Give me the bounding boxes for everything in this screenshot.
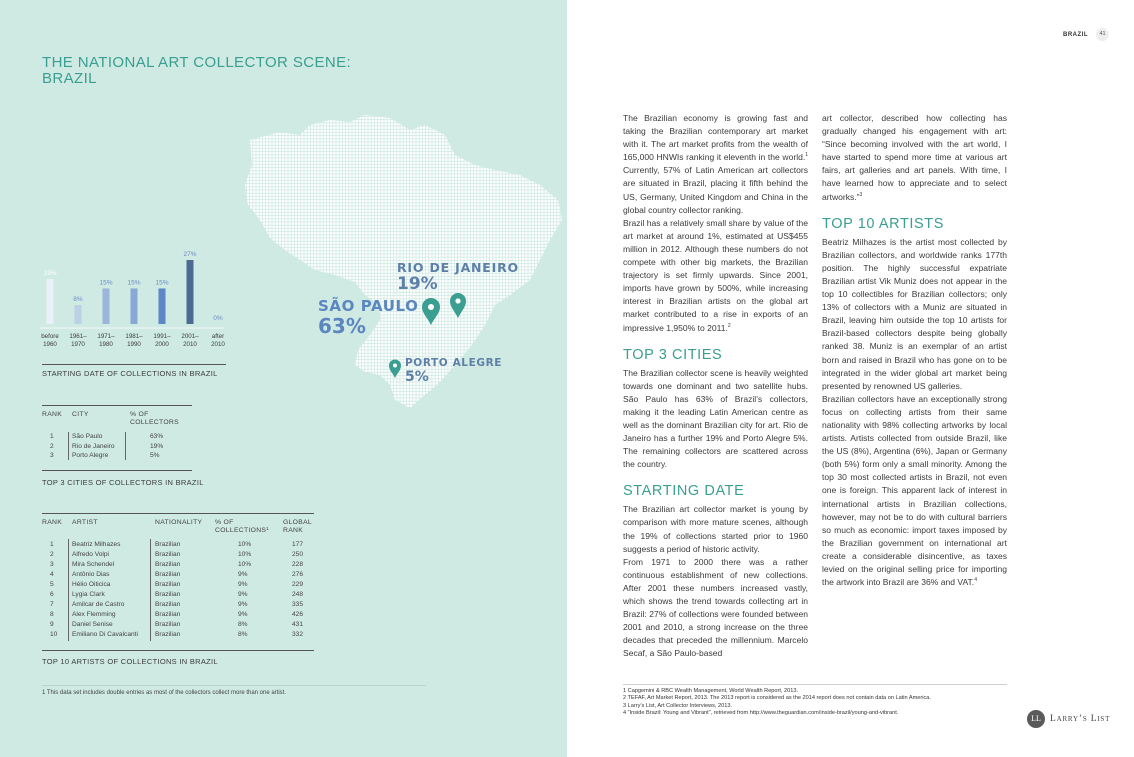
cities-table: [42, 405, 192, 475]
pin-porto-alegre: [388, 359, 402, 379]
page-title-line1: THE NATIONAL ART COLLECTOR SCENE:: [42, 54, 352, 71]
rank-cell: 1: [50, 433, 54, 440]
artist-cell: Lygia Clark: [72, 591, 105, 598]
city-cell: Rio de Janeiro: [72, 442, 115, 450]
nationality-cell: Brazilian: [155, 631, 181, 638]
col-header-global-rank: GLOBAL RANK: [283, 519, 313, 534]
text-column-1: [623, 112, 808, 660]
map-pin-icon: [450, 293, 466, 318]
logo-mark-icon: LL: [1027, 710, 1045, 728]
pct-cell: 10%: [238, 541, 252, 548]
bar-value-label: 15%: [127, 279, 141, 287]
category-label: 2010: [211, 341, 225, 348]
pct-cell: 9%: [238, 611, 248, 618]
nationality-cell: Brazilian: [155, 551, 181, 558]
global-rank-cell: 335: [292, 601, 304, 608]
city-label-sao-paulo: SÃO PAULO: [318, 297, 419, 315]
global-rank-cell: 248: [292, 591, 304, 598]
category-label: after: [211, 333, 225, 340]
rank-cell: 10: [50, 631, 58, 638]
rank-cell: 8: [50, 611, 54, 618]
paragraph: The Brazilian collector scene is heavily weighted towards one dominant and two satellite hubs. São Paulo has 63% of Brazil’s collectors, making it the leading Latin American centre as well as the dominant Brazilian city for art. Rio de Janeiro has a further 19% and Porto Alegre 5%. The remaining collectors are scattered across the country.: [623, 367, 808, 470]
heading-top-3-cities: TOP 3 CITIES: [623, 346, 723, 363]
nationality-cell: Brazilian: [155, 581, 181, 588]
global-rank-cell: 426: [292, 611, 304, 618]
col-header-city: CITY: [72, 411, 89, 418]
category-label: 1971–: [97, 333, 115, 340]
col-header-pct: % OF COLLECTIONS¹: [215, 519, 269, 534]
paragraph: Brazil has a relatively small share by value of the art market at around 1%, estimated at US$455 million in 2012. Although these numbers do not compete with other big markets, the Brazilian trajectory is set firmly upwards. Since 2001, imports have grown by 500%, while increasing interest in Brazilian artists on the global art market contributed to a rise in exports of an impressive 1,950% to 2011.$^2$: [623, 217, 808, 333]
col-header-artist: ARTIST: [72, 519, 98, 526]
artist-cell: Antônio Dias: [72, 571, 110, 578]
nationality-cell: Brazilian: [155, 591, 181, 598]
bar-value-label: 8%: [73, 296, 83, 304]
pct-cell: 10%: [238, 551, 252, 558]
rank-cell: 3: [50, 561, 54, 568]
rank-cell: 7: [50, 601, 54, 608]
table-top-rule: [42, 513, 314, 514]
nationality-cell: Brazilian: [155, 621, 181, 628]
chart-rule: [42, 364, 226, 365]
paragraph: From 1971 to 2000 there was a rather continuous establishment of new collections. After 2001 these numbers increased vastly, which shows the trend towards collecting art in Brazil: 27% of collections were founded between 2001 and 2010, a strong increase on the three decades that preceded the millennium. Marcelo Secaf, a São Paulo-based: [623, 556, 808, 659]
footnote-3: 3 Larry’s List, Art Collector Interviews, 2013.: [623, 702, 733, 709]
rank-cell: 2: [50, 442, 54, 450]
nationality-cell: Brazilian: [155, 571, 181, 578]
global-rank-cell: 250: [292, 551, 304, 558]
rank-cell: 9: [50, 621, 54, 628]
bar: [75, 305, 82, 324]
footnote-4: 4 “Inside Brazil: Young and Vibrant”, retrieved from http://www.theguardian.com/inside-brazil/young-and-vibrant.: [623, 709, 899, 716]
category-label: 1970: [71, 341, 85, 348]
artist-cell: Alex Flemming: [72, 611, 116, 618]
page-title: [42, 55, 351, 87]
pct-cell: 9%: [238, 571, 248, 578]
category-label: 1991–: [153, 333, 171, 340]
footnotes-rule: [623, 684, 1007, 685]
pct-cell: 9%: [238, 581, 248, 588]
city-label-porto-alegre: PORTO ALEGRE: [405, 357, 503, 369]
city-cell: Porto Alegre: [72, 452, 109, 459]
nationality-cell: Brazilian: [155, 611, 181, 618]
category-label: 2010: [183, 341, 197, 348]
map-pin-icon: [422, 298, 440, 325]
rank-cell: 4: [50, 571, 54, 578]
global-rank-cell: 332: [292, 631, 304, 638]
category-label: 2001–: [181, 333, 199, 340]
footnote: 1 This data set includes double entries as most of the collectors collect more than one artist.: [42, 690, 287, 696]
category-label: 1981–: [125, 333, 143, 340]
artist-cell: Alfredo Volpi: [72, 551, 110, 558]
col-header-rank: RANK: [42, 411, 63, 418]
category-label: 1960: [43, 341, 57, 348]
pct-cell: 63%: [150, 433, 164, 440]
footnote-rule: [42, 685, 426, 686]
chart-caption: STARTING DATE OF COLLECTIONS IN BRAZIL: [42, 369, 218, 378]
rank-cell: 6: [50, 591, 54, 598]
pct-cell: 9%: [238, 591, 248, 598]
footnotes: [623, 688, 1023, 717]
artist-cell: Beatriz Milhazes: [72, 541, 121, 548]
rank-cell: 1: [50, 541, 54, 548]
pct-cell: 9%: [238, 601, 248, 608]
heading-top-10-artists: TOP 10 ARTISTS: [822, 215, 945, 232]
bar: [159, 288, 166, 324]
pct-cell: 5%: [150, 452, 160, 459]
pct-cell: 19%: [150, 442, 164, 450]
bar-value-label: 15%: [155, 279, 169, 287]
pin-rio-de-janeiro: [449, 293, 467, 319]
footnote-2: 2 TEFAF, Art Market Report, 2013. The 2013 report is considered as the 2014 report does not contain data on Latin America.: [623, 695, 931, 702]
text-column-2: [822, 112, 1007, 589]
city-cell: São Paulo: [72, 433, 103, 440]
heading-starting-date: STARTING DATE: [623, 483, 745, 500]
footnote-1: 1 Capgemini & RBC Wealth Management, World Wealth Report, 2013.: [623, 688, 799, 694]
page-number: 41: [1096, 28, 1109, 41]
global-rank-cell: 229: [292, 581, 304, 588]
artists-table-caption: TOP 10 ARTISTS OF COLLECTIONS IN BRAZIL: [42, 657, 218, 666]
bar: [187, 260, 194, 324]
rank-cell: 2: [50, 551, 54, 558]
artist-cell: Emiliano Di Cavalcanti: [72, 631, 138, 638]
nationality-cell: Brazilian: [155, 561, 181, 568]
city-pct-rio: 19%: [397, 274, 438, 294]
page-title-line2: BRAZIL: [42, 70, 97, 87]
global-rank-cell: 276: [292, 571, 304, 578]
artists-table: [42, 513, 314, 653]
running-head: BRAZIL: [1063, 32, 1088, 38]
pin-sao-paulo: [421, 298, 441, 326]
map-pin-icon: [389, 360, 401, 379]
cities-table-bottom-rule: [42, 470, 192, 471]
starting-date-bar-chart: [38, 244, 228, 354]
city-pct-sao-paulo: 63%: [318, 314, 366, 338]
pct-cell: 10%: [238, 561, 252, 568]
paragraph: Brazilian collectors have an exceptionally strong focus on collecting artists from their same nationality with 98% collecting artworks by local artists. Artists collected from outside Brazil, like the US (8%), Argentina (6%), Japan or Germany (both 5%) form only a small minority. Among the top 30 most collected artists in Brazil, not even one is foreign. This apparent lack of interest in international artists in Brazilian collections, however, may not be to do with cultural barriers so much as economic: import taxes imposed by the Brazilian government on international art create a considerable disincentive, as taxes levied on the original selling price for importing the artwork into Brazil are 36% and VAT.$^4$: [822, 393, 1007, 588]
artist-cell: Hélio Oiticica: [72, 581, 111, 588]
cities-table-caption: TOP 3 CITIES OF COLLECTORS IN BRAZIL: [42, 478, 204, 487]
col-header-pct: % OF COLLECTORS: [130, 411, 179, 426]
paragraph: art collector, described how collecting has gradually changed his engagement with art: “Since becoming involved with the art world, I have started to spend more time at various art fairs, art galleries and art panels. With time, I have learned how to appreciate and to select artworks.”$^3$: [822, 113, 1007, 202]
paragraph: The Brazilian art collector market is young by comparison with more mature scenes, although the 19% of collections started prior to 1960 suggests a period of historic activity.: [623, 504, 808, 554]
category-label: before: [41, 333, 59, 340]
city-pct-porto-alegre: 5%: [405, 369, 429, 385]
nationality-cell: Brazilian: [155, 541, 181, 548]
artists-table-bottom-rule: [42, 650, 314, 651]
rank-cell: 3: [50, 452, 54, 459]
pct-cell: 8%: [238, 621, 248, 628]
larrys-list-logo: [1027, 710, 1110, 728]
artist-cell: Amilcar de Castro: [72, 601, 125, 608]
pct-cell: 8%: [238, 631, 248, 638]
col-header-nationality: NATIONALITY: [155, 519, 203, 526]
bar-value-label: 19%: [43, 269, 57, 277]
rank-cell: 5: [50, 581, 54, 588]
bar-value-label: 0%: [213, 315, 223, 322]
bar: [47, 279, 54, 324]
category-label: 2000: [155, 341, 169, 348]
category-label: 1990: [127, 341, 141, 348]
paragraph: The Brazilian economy is growing fast and taking the Brazilian contemporary art market with it. The art market profits from the wealth of 165,000 HNWIs ranking it eleventh in the world.$^1$ Currently, 57% of Latin American art collectors are situated in Brazil, placing it fifth behind the US, Germany, United Kingdom and China in the global country collector ranking.: [623, 113, 808, 215]
paragraph: Beatriz Milhazes is the artist most collected by Brazilian collectors, and worldwide ranks 177th position. The highly successful expatriate Brazilian artist Vik Muniz does not appear in the top 10 collectibles for Brazilian collectors; only 13% of collectors with a Muniz are situated in Brazil, leaving him outside the top 10 artists for Brazil-based collectors despite being globally ranked 38. Muniz is an exemplar of an artist born and raised in Brazil who has gone on to be integrated in the wider global art market being presented by renowned US galleries.: [822, 236, 1007, 391]
artist-cell: Daniel Senise: [72, 621, 113, 628]
table-top-rule: [42, 405, 192, 406]
city-label-rio: RIO DE JANEIRO: [397, 260, 519, 275]
artist-cell: Mira Schendel: [72, 561, 115, 568]
bar-value-label: 27%: [183, 251, 197, 258]
bar: [131, 288, 138, 324]
bar-value-label: 15%: [99, 279, 113, 287]
category-label: 1961–: [69, 333, 87, 340]
col-header-rank: RANK: [42, 519, 63, 526]
nationality-cell: Brazilian: [155, 601, 181, 608]
category-label: 1980: [99, 341, 113, 348]
bar: [103, 288, 110, 324]
global-rank-cell: 177: [292, 541, 304, 548]
global-rank-cell: 431: [292, 621, 304, 628]
global-rank-cell: 228: [292, 561, 304, 568]
logo-text: Larry’s List: [1050, 714, 1111, 724]
